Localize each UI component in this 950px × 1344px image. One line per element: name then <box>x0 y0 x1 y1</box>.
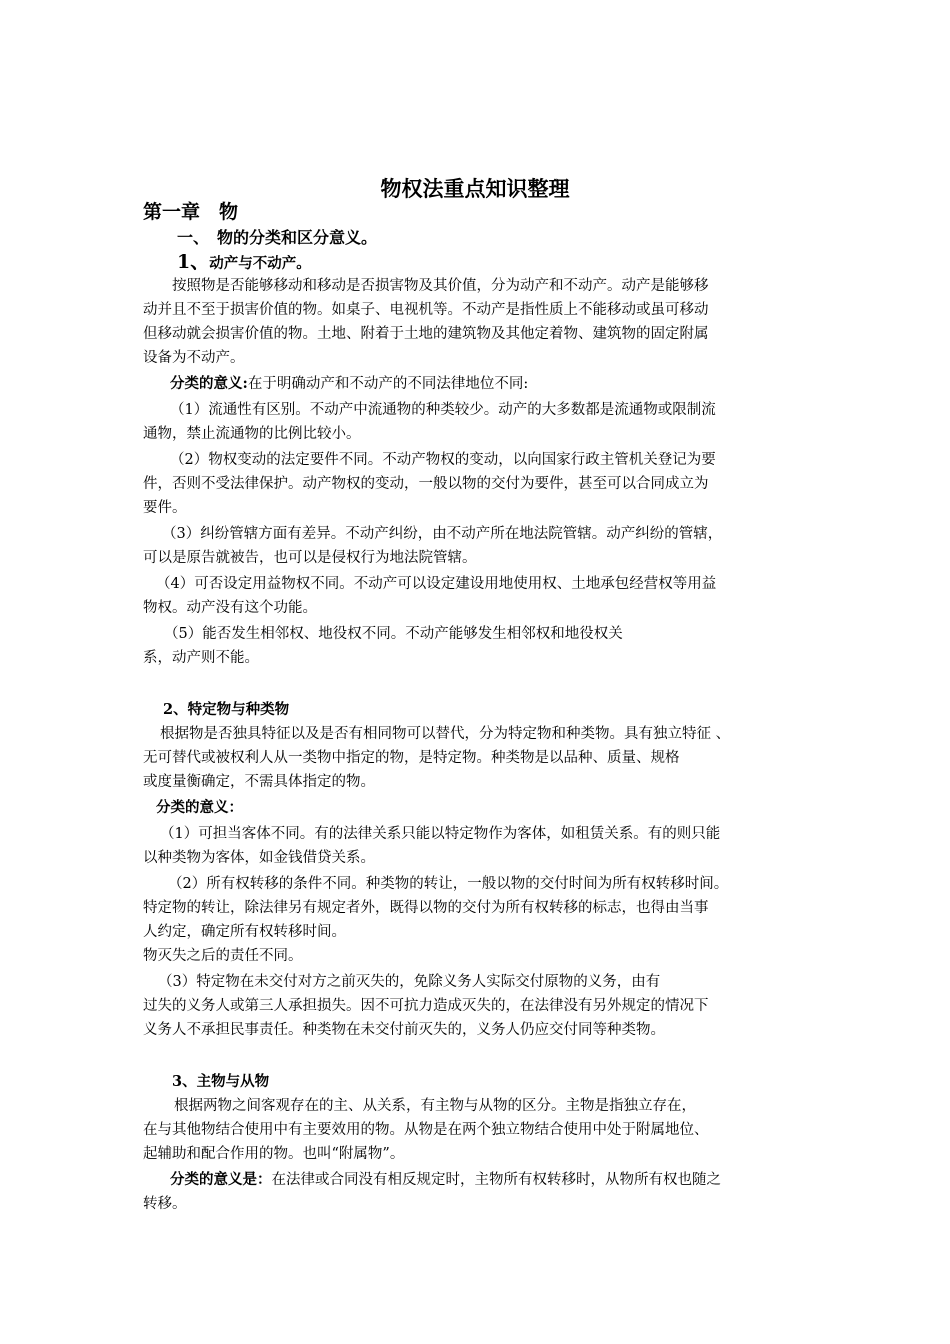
s2-item-line: 物灭失之后的责任不同。 <box>143 948 303 964</box>
section-heading: 一、 物的分类和区分意义。 <box>177 228 378 247</box>
s1-meaning-text: 在于明确动产和不动产的不同法律地位不同: <box>247 376 529 392</box>
s3-p1-line: 根据两物之间客观存在的主、从关系，有主物与从物的区分。主物是指独立存在， <box>174 1098 696 1114</box>
s3-p1-line: 在与其他物结合使用中有主要效用的物。从物是在两个独立物结合使用中处于附属地位、 <box>143 1122 709 1138</box>
s2-item-line: 人约定，确定所有权转移时间。 <box>143 924 346 940</box>
s1-p1-line: 按照物是否能够移动和移动是否损害物及其价值，分为动产和不动产。动产是能够移 <box>172 278 709 294</box>
chapter-heading: 第一章 物 <box>143 201 239 223</box>
s2-meaning-label: 分类的意义： <box>156 799 243 816</box>
s1-p1-line: 动并且不至于损害价值的物。如桌子、电视机等。不动产是指性质上不能移动或虽可移动 <box>143 302 709 318</box>
s2-item-line: （1）可担当客体不同。有的法律关系只能以特定物作为客体，如租赁关系。有的则只能 <box>160 826 721 842</box>
s1-meaning <box>170 374 528 394</box>
s1-item-line: 件，否则不受法律保护。动产物权的变动，一般以物的交付为要件，甚至可以合同成立为 <box>143 476 709 492</box>
s1-item-line: 通物，禁止流通物的比例比较小。 <box>143 426 361 442</box>
s1-p1-line: 设备为不动产。 <box>143 350 245 366</box>
s3-p1-line: 起辅助和配合作用的物。也叫“附属物”。 <box>143 1146 405 1162</box>
s1-item-line: （1）流通性有区别。不动产中流通物的种类较少。动产的大多数都是流通物或限制流 <box>170 402 716 418</box>
s2-p1-line: 或度量衡确定，不需具体指定的物。 <box>143 774 375 790</box>
s1-item-line: （5）能否发生相邻权、地役权不同。不动产能够发生相邻权和地役权关 <box>164 626 623 642</box>
subsection-1-heading <box>177 252 311 274</box>
s1-item-line: 可以是原告就被告，也可以是侵权行为地法院管辖。 <box>143 550 477 566</box>
subsection-3-heading: 3、主物与从物 <box>172 1073 270 1090</box>
s1-meaning-label: 分类的意义: <box>170 375 248 392</box>
subsection-1-number: 1、 <box>177 251 210 273</box>
s1-item-line: 系，动产则不能。 <box>143 650 259 666</box>
s1-item-line: （3）纠纷管辖方面有差异。不动产纠纷，由不动产所在地法院管辖。动产纠纷的管辖， <box>162 526 723 542</box>
subsection-2-heading: 2、特定物与种类物 <box>163 701 290 718</box>
s1-item-line: （2）物权变动的法定要件不同。不动产物权的变动，以向国家行政主管机关登记为要 <box>170 452 716 468</box>
s2-item-line: 义务人不承担民事责任。种类物在未交付前灭失的，义务人仍应交付同等种类物。 <box>143 1022 665 1038</box>
document-title: 物权法重点知识整理 <box>380 176 570 201</box>
s3-meaning-text: 在法律或合同没有相反规定时，主物所有权转移时，从物所有权也随之 <box>271 1172 721 1188</box>
s1-item-line: 物权。动产没有这个功能。 <box>143 600 317 616</box>
s2-item-line: 以种类物为客体，如金钱借贷关系。 <box>143 850 375 866</box>
s2-item-line: 过失的义务人或第三人承担损失。因不可抗力造成灭失的，在法律没有另外规定的情况下 <box>143 998 709 1014</box>
s3-meaning-continuation: 转移。 <box>143 1196 187 1212</box>
s2-p1-line: 根据物是否独具特征以及是否有相同物可以替代，分为特定物和种类物。具有独立特征 、 <box>160 726 731 742</box>
s2-item-line: （3）特定物在未交付对方之前灭失的，免除义务人实际交付原物的义务，由有 <box>158 974 661 990</box>
s1-item-line: （4）可否设定用益物权不同。不动产可以设定建设用地使用权、土地承包经营权等用益 <box>156 576 717 592</box>
s3-meaning <box>170 1170 721 1190</box>
subsection-1-title: 动产与不动产。 <box>209 255 311 272</box>
s1-p1-line: 但移动就会损害价值的物。土地、附着于土地的建筑物及其他定着物、建筑物的固定附属 <box>143 326 709 342</box>
s2-item-line: 特定物的转让，除法律另有规定者外，既得以物的交付为所有权转移的标志，也得由当事 <box>143 900 709 916</box>
s3-meaning-label: 分类的意义是： <box>170 1171 272 1188</box>
s2-p1-line: 无可替代或被权利人从一类物中指定的物，是特定物。种类物是以品种、质量、规格 <box>143 750 680 766</box>
s2-item-line: （2）所有权转移的条件不同。种类物的转让，一般以物的交付时间为所有权转移时间。 <box>168 876 729 892</box>
s1-item-line: 要件。 <box>143 500 187 516</box>
